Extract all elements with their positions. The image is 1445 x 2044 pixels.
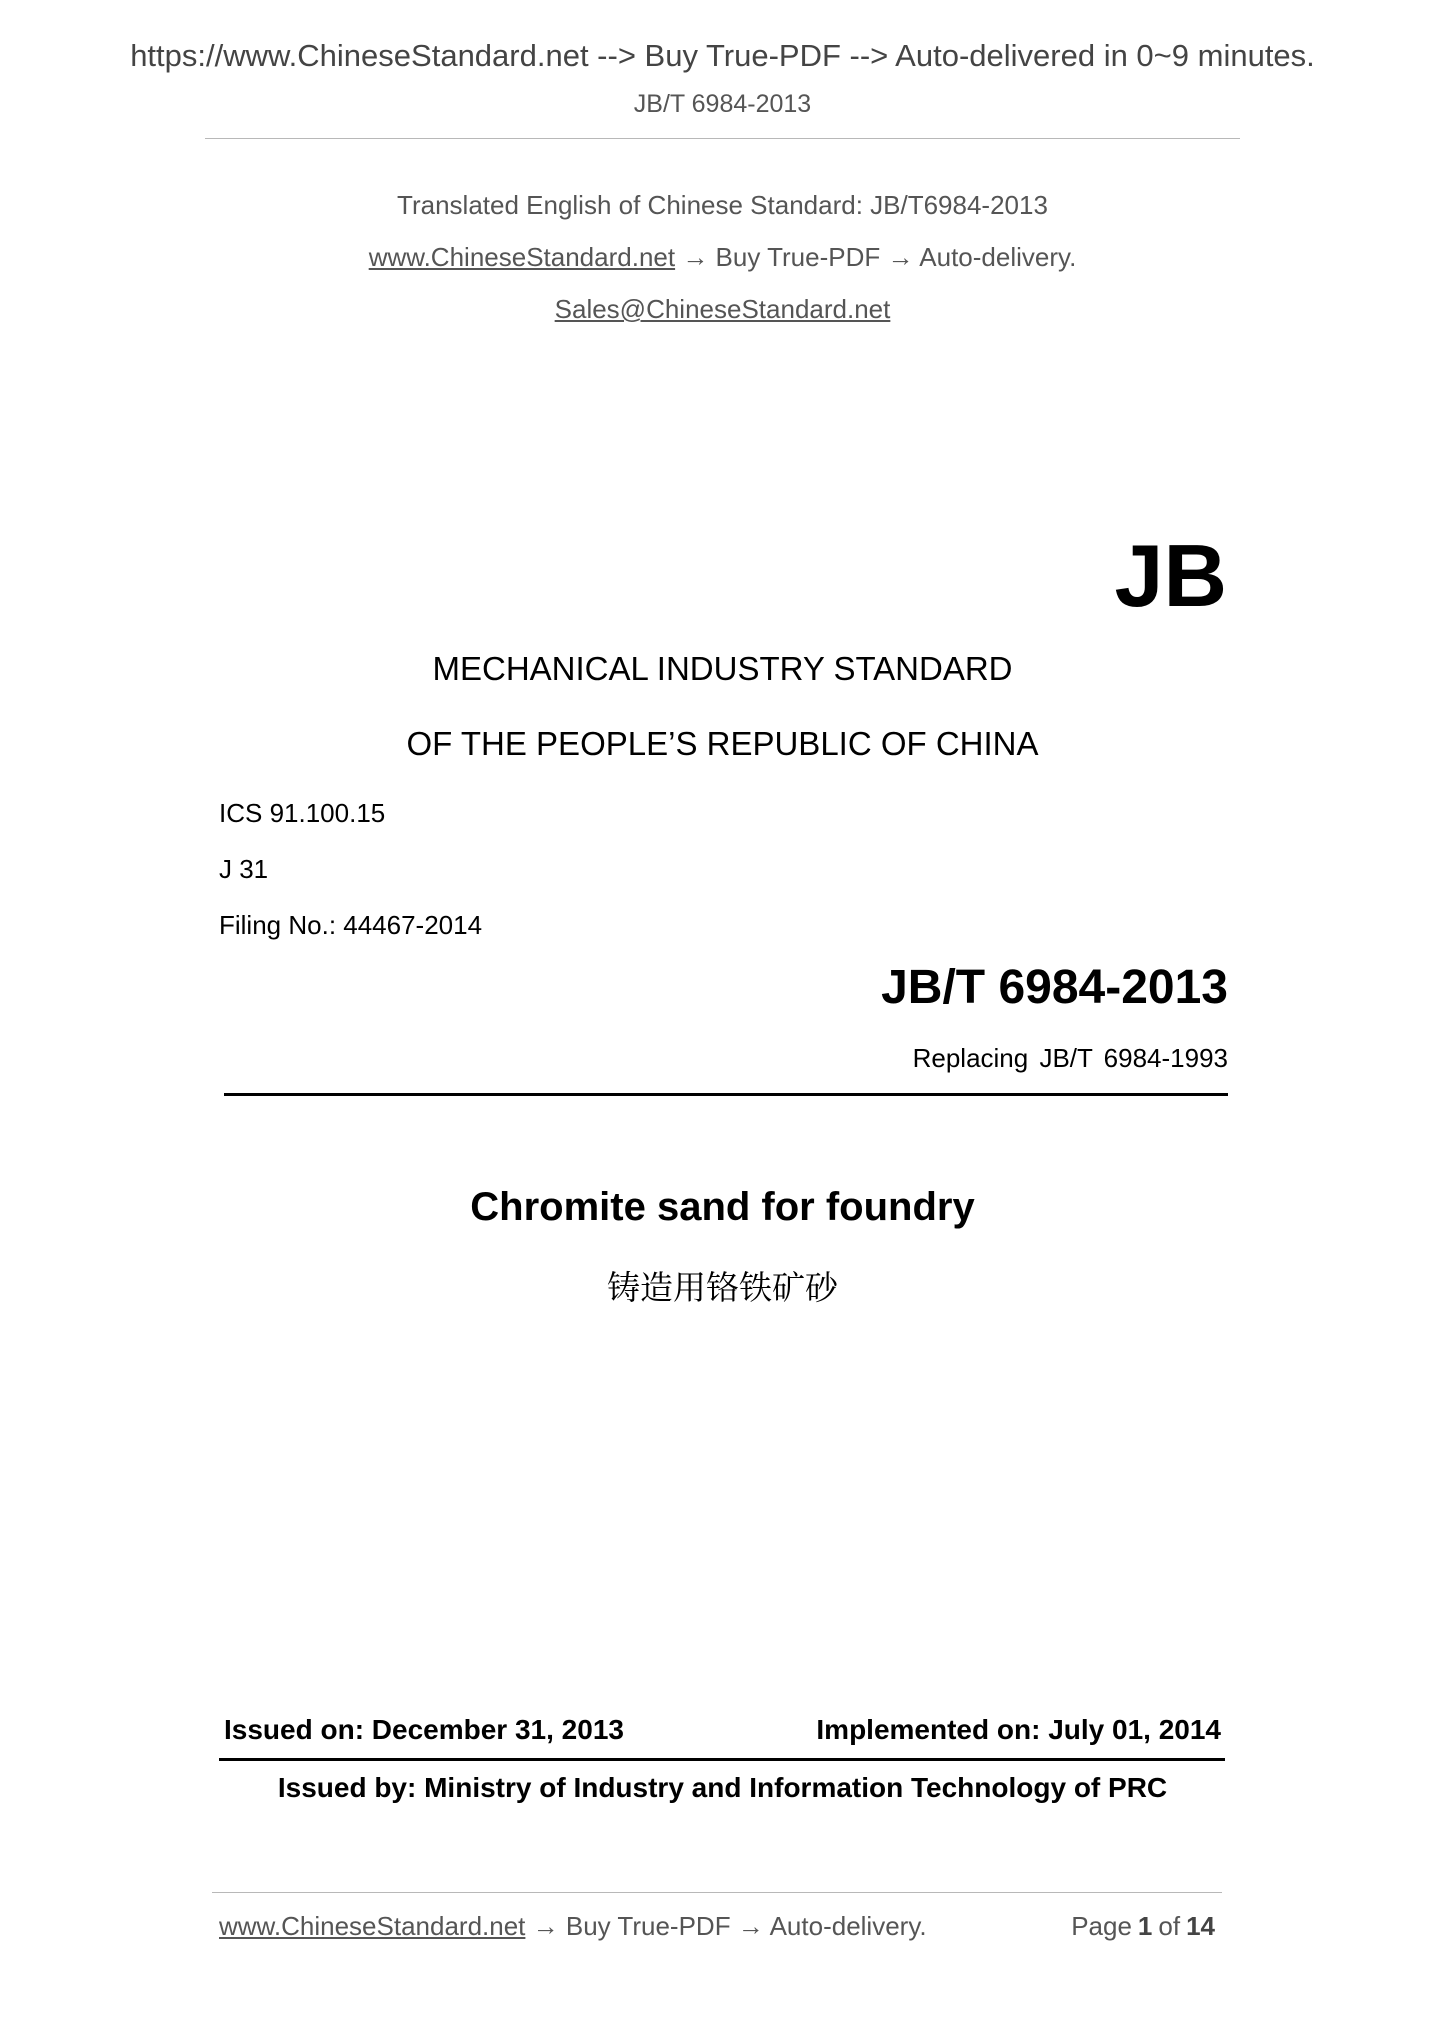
site-link[interactable]: www.ChineseStandard.net	[368, 242, 676, 272]
footer-site-link[interactable]: www.ChineseStandard.net	[219, 1911, 526, 1941]
sales-email-link[interactable]: Sales@ChineseStandard.net	[554, 294, 891, 324]
header-divider	[205, 138, 1240, 139]
filing-number: Filing No.: 44467-2014	[219, 910, 483, 940]
delivery-text: → Buy True-PDF → Auto-delivery.	[682, 242, 1077, 272]
cover-divider	[224, 1093, 1228, 1096]
page-current: 1	[1137, 1911, 1153, 1941]
issued-on-date: Issued on: December 31, 2013	[224, 1714, 624, 1745]
header-doc-code: JB/T 6984-2013	[633, 90, 812, 118]
footer-delivery-text: → Buy True-PDF → Auto-delivery.	[532, 1911, 927, 1941]
standard-title-line2: OF THE PEOPLE’S REPUBLIC OF CHINA	[406, 725, 1039, 762]
ics-code: ICS 91.100.15	[219, 798, 386, 828]
issue-divider	[219, 1758, 1225, 1761]
page-label: Page	[1071, 1911, 1132, 1941]
replacing-note: Replacing JB/T 6984-1993	[912, 1043, 1228, 1073]
jb-mark: JB	[1114, 526, 1227, 625]
implemented-on-date: Implemented on: July 01, 2014	[816, 1714, 1221, 1745]
translated-notice: Translated English of Chinese Standard: JB/T6984-2013	[397, 190, 1048, 220]
standard-title-line1: MECHANICAL INDUSTRY STANDARD	[432, 650, 1013, 687]
page-indicator	[1071, 1911, 1221, 1942]
page-total: 14	[1186, 1911, 1215, 1941]
issuing-authority: Issued by: Ministry of Industry and Information Technology of PRC	[277, 1772, 1168, 1803]
of-label: of	[1158, 1911, 1181, 1941]
document-title-en: Chromite sand for foundry	[470, 1185, 975, 1229]
intro-link-line	[0, 242, 1445, 273]
email-line	[0, 294, 1445, 325]
document-title-zh: 铸造用铬铁矿砂	[607, 1268, 838, 1307]
top-banner-text: https://www.ChineseStandard.net --> Buy True-PDF --> Auto-delivered in 0~9 minutes.	[130, 38, 1315, 73]
ccs-code: J 31	[219, 854, 269, 884]
standard-number: JB/T 6984-2013	[881, 961, 1228, 1014]
footer-divider	[212, 1892, 1222, 1893]
footer-links	[219, 1911, 927, 1942]
